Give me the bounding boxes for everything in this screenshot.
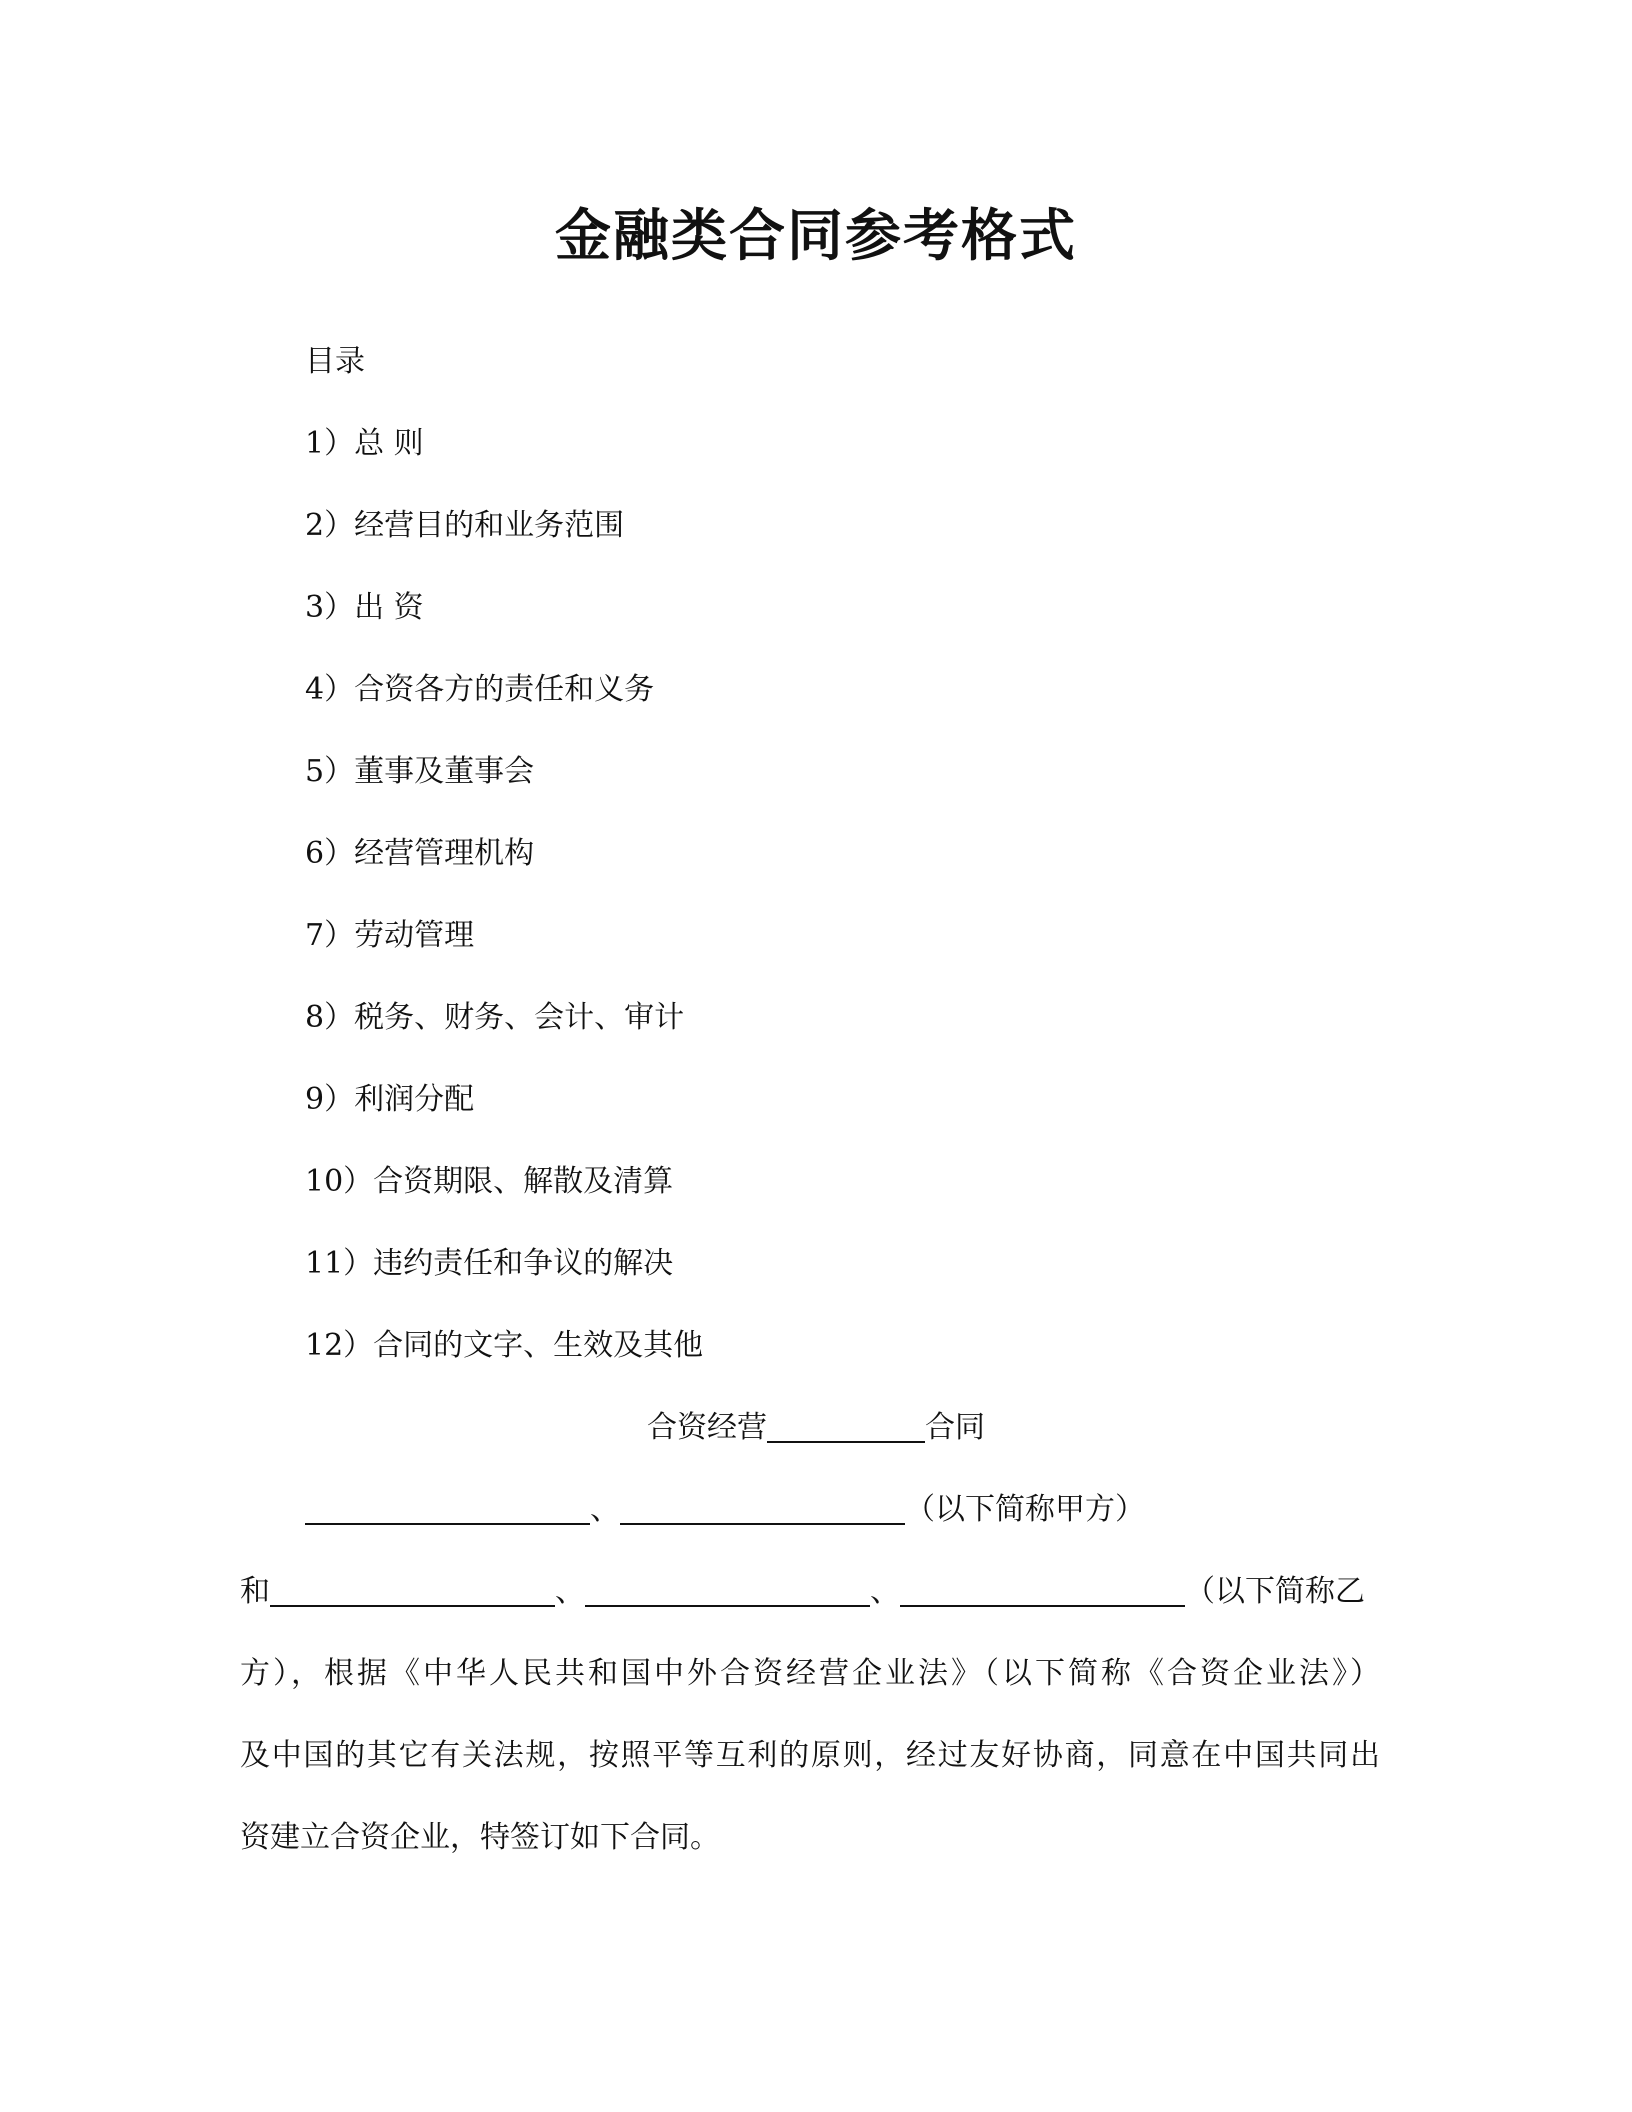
separator: 、 [555, 1574, 585, 1609]
toc-heading: 目录 [305, 344, 365, 379]
toc-item: 1）总 则 [305, 426, 424, 461]
party-b-line [240, 1572, 1365, 1612]
contract-heading [0, 1408, 1632, 1448]
toc-item: 12）合同的文字、生效及其他 [305, 1328, 704, 1363]
toc-item: 9）利润分配 [305, 1082, 475, 1117]
contract-heading-prefix: 合资经营 [647, 1410, 767, 1445]
toc-item: 11）违约责任和争议的解决 [305, 1246, 674, 1281]
separator: 、 [590, 1492, 620, 1527]
party-a-blank-1[interactable] [305, 1493, 590, 1525]
contract-heading-suffix: 合同 [925, 1410, 985, 1445]
separator: 、 [870, 1574, 900, 1609]
toc-item: 5）董事及董事会 [305, 754, 535, 789]
paragraph-line: 方），根据《中华人民共和国中外合资经营企业法》（以下简称《合资企业法》） [240, 1656, 1380, 1691]
party-a-line [305, 1490, 1145, 1530]
toc-item: 7）劳动管理 [305, 918, 475, 953]
paragraph-line: 及中国的其它有关法规，按照平等互利的原则，经过友好协商，同意在中国共同出 [240, 1738, 1380, 1773]
party-b-blank-1[interactable] [270, 1575, 555, 1607]
toc-item: 2）经营目的和业务范围 [305, 508, 625, 543]
toc-item: 8）税务、财务、会计、审计 [305, 1000, 685, 1035]
toc-item: 4）合资各方的责任和义务 [305, 672, 655, 707]
toc-item: 3）出 资 [305, 590, 424, 625]
contract-name-blank[interactable] [767, 1411, 925, 1443]
toc-item: 6）经营管理机构 [305, 836, 535, 871]
document-title: 金融类合同参考格式 [555, 204, 1077, 269]
party-b-suffix: （以下简称乙 [1185, 1574, 1365, 1609]
and-text: 和 [240, 1574, 270, 1609]
party-a-blank-2[interactable] [620, 1493, 905, 1525]
toc-item: 10）合资期限、解散及清算 [305, 1164, 674, 1199]
party-b-blank-2[interactable] [585, 1575, 870, 1607]
party-b-blank-3[interactable] [900, 1575, 1185, 1607]
party-a-suffix: （以下简称甲方） [905, 1492, 1145, 1527]
paragraph-line: 资建立合资企业，特签订如下合同。 [240, 1820, 720, 1855]
